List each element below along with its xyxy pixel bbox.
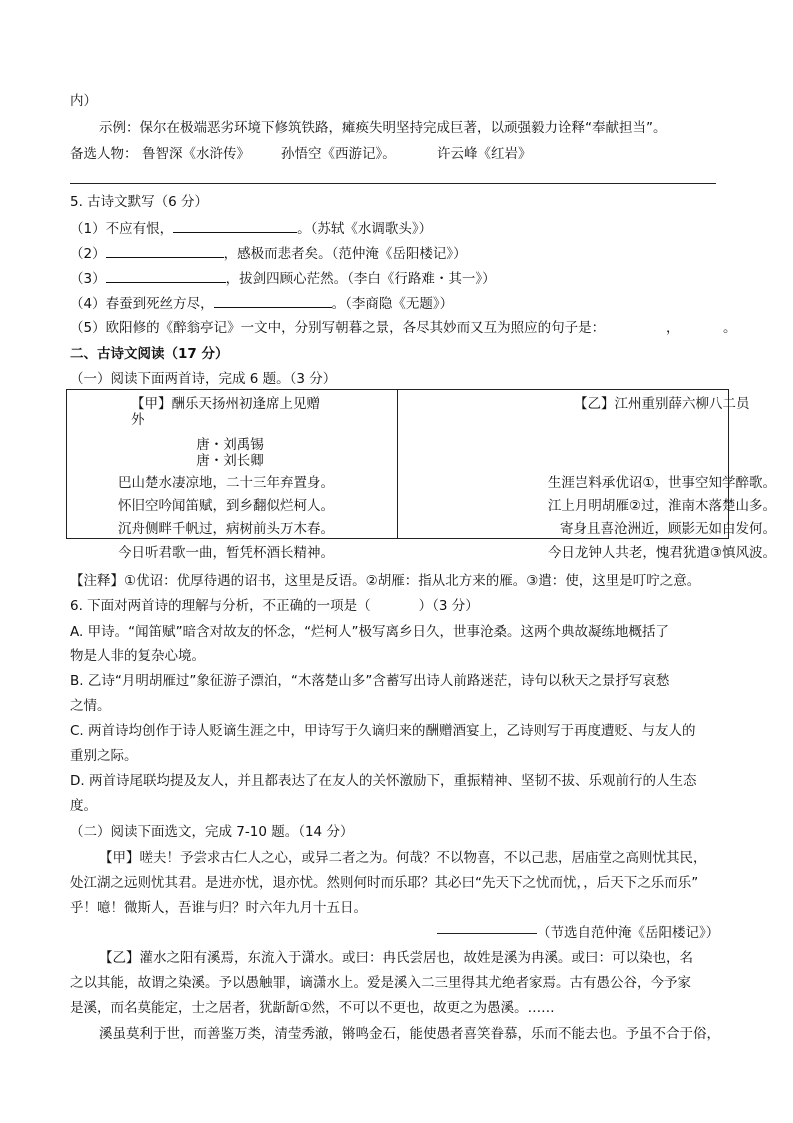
section-2-title: 二、古诗文阅读（17 分） xyxy=(70,346,229,362)
annotation-note: 【注释】①优诏：优厚待遇的诏书，这里是反语。②胡雁：指从北方来的雁。③遣：使，这里是叮咛之意。 xyxy=(70,573,701,589)
fill-blank-4[interactable] xyxy=(214,293,332,308)
q6-stem-pre: 6. 下面对两首诗的理解与分析，不正确的一项是（ xyxy=(70,598,371,614)
passage-a-source: （节选自范仲淹《岳阳楼记》） xyxy=(537,925,720,941)
passage-b-line-1: 【乙】灌水之阳有溪焉，东流入于潇水。或曰：冉氏尝居也，故姓是溪为冉溪。或曰：可以染也，名 xyxy=(99,950,693,966)
q5-item-4-post: 。（李商隐《无题》） xyxy=(331,296,454,312)
poem-a-line-1: 巴山楚水凄凉地，二十三年弃置身。 xyxy=(118,475,334,491)
poem-a-title: 【甲】酬乐天扬州初逢席上见赠 xyxy=(131,396,320,412)
poem-b-line-2: 江上月明胡雁②过，淮南木落楚山多。 xyxy=(547,498,776,514)
poem-a-line-2: 怀旧空吟闻笛赋，到乡翻似烂柯人。 xyxy=(118,498,334,514)
passage-a-line-1: 【甲】嗟夫！予尝求古仁人之心，或异二者之为。何哉？不以物喜，不以己悲，居庙堂之高则忧其民， xyxy=(99,850,707,866)
q6-stem-post: ）（3 分） xyxy=(418,598,479,614)
poem-a-title-cont: 外 xyxy=(131,412,145,428)
example-text: 示例：保尔在极端恶劣环境下修筑铁路，瘫痪失明坚持完成巨著，以顽强毅力诠释“奉献担当”。 xyxy=(99,120,667,136)
poem-b-title: 【乙】江州重别薛六柳八二员 xyxy=(574,396,750,412)
q6-option-a-cont: 物是人非的复杂心境。 xyxy=(70,648,205,664)
poem-a-line-4: 今日听君歌一曲，暂凭杯酒长精神。 xyxy=(118,545,334,561)
answer-line xyxy=(70,183,716,184)
passage-b-line-3: 是溪，而名莫能定，士之居者，犹龂龂①然，不可以不更也，故更之为愚溪。…… xyxy=(70,1000,555,1016)
poem-a-author-2: 唐・刘长卿 xyxy=(196,453,264,469)
poem-b-line-3: 寄身且喜沧洲近，顾影无如白发何。 xyxy=(560,521,776,537)
q6-option-a: A. 甲诗。“闻笛赋”暗含对故友的怀念，“烂柯人”极写离乡日久，世事沧桑。这两个典故凝练地概括了 xyxy=(70,624,670,640)
passage-a-line-2: 处江湖之远则忧其君。是进亦忧，退亦忧。然则何时而乐耶？其必曰“先天下之忧而忧，，后天下之乐而乐” xyxy=(70,875,699,891)
option-1: 鲁智深《水浒传》 xyxy=(142,146,250,162)
q5-item-5: （5）欧阳修的《醉翁亭记》一文中，分别写朝暮之景，各尽其妙而又互为照应的句子是： xyxy=(70,320,606,336)
q5-item-3-pre: （3） xyxy=(70,271,106,287)
q5-item-2 xyxy=(70,243,467,264)
q6-option-c: C. 两首诗均创作于诗人贬谪生涯之中，甲诗写于久谪归来的酬赠酒宴上，乙诗则写于再度遭贬、与友人的 xyxy=(70,723,696,739)
passage-a-line-3: 乎！噫！微斯人，吾谁与归？时六年九月十五日。 xyxy=(70,900,367,916)
continuation-text: 内） xyxy=(70,93,97,109)
passage-b-line-2: 之以其能，故谓之染溪。予以愚触罪，谪潇水上。爱是溪入二三里得其尤绝者家焉。古有愚公谷，今予家 xyxy=(70,975,691,991)
q6-option-d: D. 两首诗尾联均提及友人，并且都表达了在友人的关怀激励下，重振精神、坚韧不拔、乐观前行的人生态 xyxy=(70,773,697,789)
poem-table-divider xyxy=(397,390,398,538)
q6-option-b: B. 乙诗“月明胡雁过”象征游子漂泊，“木落楚山多”含蓄写出诗人前路迷茫，诗句以秋天之景抒写哀愁 xyxy=(70,673,670,689)
option-2: 孙悟空《西游记》。 xyxy=(281,146,396,162)
q6-option-c-cont: 重别之际。 xyxy=(70,748,138,764)
q5-item-5-sep-1: ， xyxy=(666,320,680,336)
poem-a-line-3: 沉舟侧畔千帆过，病树前头万木春。 xyxy=(118,521,334,537)
fill-blank-1[interactable] xyxy=(173,218,297,233)
options-label: 备选人物： xyxy=(70,146,138,162)
poem-b-line-1: 生涯岂料承优诏①，世事空知学醉歌。 xyxy=(547,475,776,491)
q6-option-b-cont: 之情。 xyxy=(70,698,111,714)
passage-b-line-4: 溪虽莫利于世，而善鉴万类，清莹秀澈，锵鸣金石，能使愚者喜笑眷慕，乐而不能去也。予虽不合于俗， xyxy=(99,1026,720,1042)
q5-item-1-post: 。（苏轼《水调歌头》） xyxy=(297,221,433,237)
q5-item-5-sep-2: 。 xyxy=(723,320,737,336)
q6-stem xyxy=(70,596,479,616)
q6-option-d-cont: 度。 xyxy=(70,798,97,814)
fill-blank-2[interactable] xyxy=(106,243,224,258)
q5-item-3 xyxy=(70,268,496,289)
option-3: 许云峰《红岩》 xyxy=(437,146,532,162)
q5-item-4-pre: （4）春蚕到死丝方尽， xyxy=(70,296,214,312)
q5-item-1 xyxy=(70,218,432,239)
poem-a-author-1: 唐・刘禹锡 xyxy=(196,437,264,453)
q5-item-2-pre: （2） xyxy=(70,246,106,262)
q5-item-4 xyxy=(70,293,453,314)
q5-title: 5. 古诗文默写（6 分） xyxy=(70,194,209,210)
q5-item-1-pre: （1）不应有恨， xyxy=(70,221,174,237)
q5-item-2-post: ，感极而悲者矣。（范仲淹《岳阳楼记》） xyxy=(223,246,467,262)
poem-b-line-4: 今日龙钟人共老，愧君犹遣③慎风波。 xyxy=(547,545,776,561)
subsection-2-title: （二）阅读下面选文，完成 7-10 题。（14 分） xyxy=(70,824,354,840)
q5-item-3-post: ，拔剑四顾心茫然。（李白《行路难・其一》） xyxy=(225,271,496,287)
subsection-1-title: （一）阅读下面两首诗，完成 6 题。（3 分） xyxy=(70,371,337,387)
source-dash-line xyxy=(437,933,537,934)
fill-blank-3[interactable] xyxy=(106,268,226,283)
